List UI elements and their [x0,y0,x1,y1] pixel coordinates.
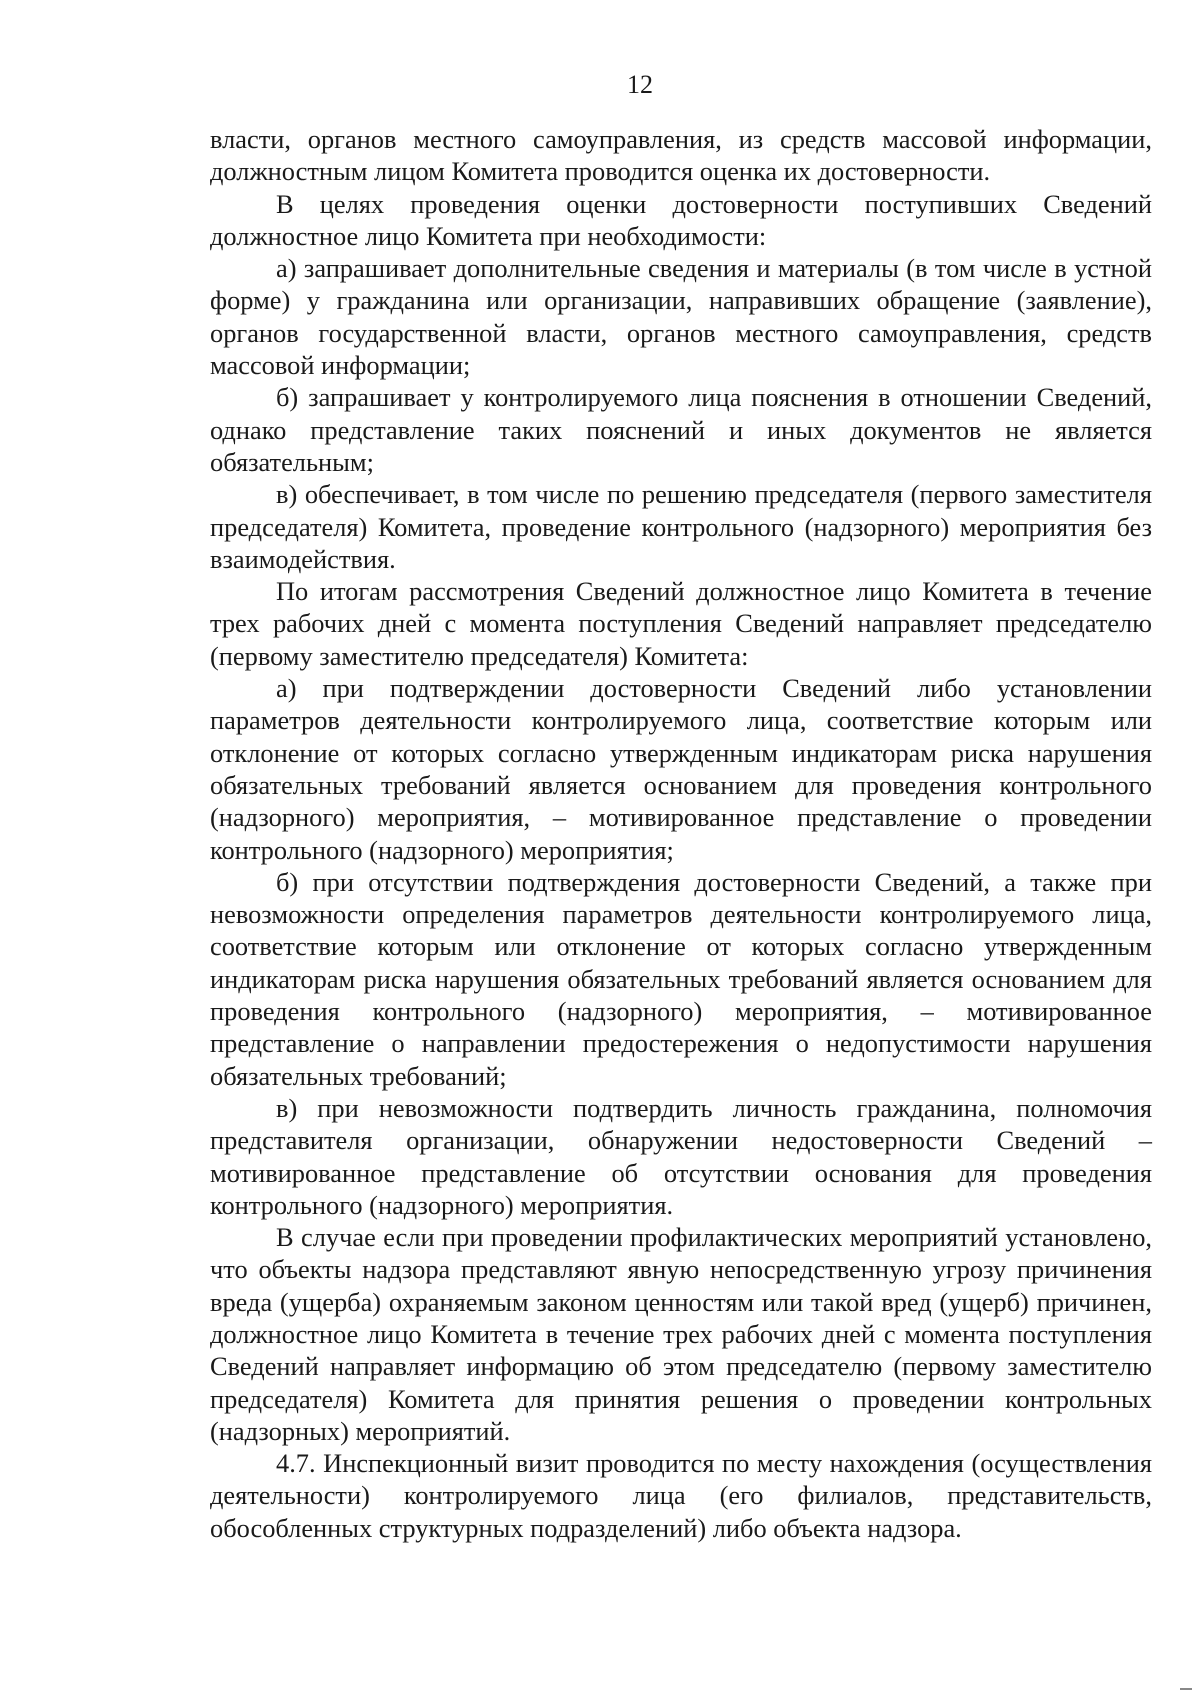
paragraph-item-b-request-explanations: б) запрашивает у контролируемого лица пояснения в отношении Сведений, однако представление таких пояснений и иных документов не является обязательным; [210,382,1152,477]
paragraph-continuation: власти, органов местного самоуправления, из средств массовой информации, должностным лицом Комитета проводится оценка их достоверности. [210,124,1152,187]
page-number: 12 [627,70,653,99]
paragraph-item-a-confirmation: а) при подтверждении достоверности Сведений либо установлении параметров деятельности контролируемого лица, соответствие которым или отклонение от которых согласно утвержденным индикаторам риска нарушения обязательных требований является основанием для проведения контрольного (надзорного) мероприятия, – мотивированное представление о проведении контрольного (надзорного) мероприятия; [210,673,1152,865]
paragraph-item-v-identity-not-confirmed: в) при невозможности подтвердить личность гражданина, полномочия представителя организации, обнаружении недостоверности Сведений – мотивированное представление об отсутствии основания для проведения контрольного (надзорного) мероприятия. [210,1092,1152,1220]
paragraph-item-a-request-materials: а) запрашивает дополнительные сведения и материалы (в том числе в устной форме) у гражданина или организации, направивших обращение (заявление), органов государственной власти, органов местного самоуправления, средств массовой информации; [210,253,1152,381]
scan-edge-mark [1180,1688,1192,1690]
paragraph-section-4-7: 4.7. Инспекционный визит проводится по месту нахождения (осуществления деятельности) контролируемого лица (его филиалов, представительств, обособленных структурных подразделений) либо объекта надзора. [210,1448,1152,1543]
paragraph-item-b-no-confirmation: б) при отсутствии подтверждения достоверности Сведений, а также при невозможности определения параметров деятельности контролируемого лица, соответствие которым или отклонение от которых согласно утвержденным индикаторам риска нарушения обязательных требований является основанием для проведения контрольного (надзорного) мероприятия, – мотивированное представление о направлении предостережения о недопустимости нарушения обязательных требований; [210,866,1152,1091]
paragraph-direct-threat: В случае если при проведении профилактических мероприятий установлено, что объекты надзора представляют явную непосредственную угрозу причинения вреда (ущерба) охраняемым законом ценностям или такой вред (ущерб) причинен, должностное лицо Комитета в течение трех рабочих дней с момента поступления Сведений направляет информацию об этом председателю (первому заместителю председателя) Комитета для принятия решения о проведении контрольных (надзорных) мероприятий. [210,1222,1152,1446]
paragraph-assessment-intro: В целях проведения оценки достоверности поступивших Сведений должностное лицо Комитета при необходимости: [210,188,1152,251]
document-body [210,123,1152,1544]
paragraph-review-results: По итогам рассмотрения Сведений должностное лицо Комитета в течение трех рабочих дней с момента поступления Сведений направляет председателю (первому заместителю председателя) Комитета: [210,576,1152,671]
paragraph-item-v-ensure-control: в) обеспечивает, в том числе по решению председателя (первого заместителя председателя) Комитета, проведение контрольного (надзорного) мероприятия без взаимодействия. [210,479,1152,574]
